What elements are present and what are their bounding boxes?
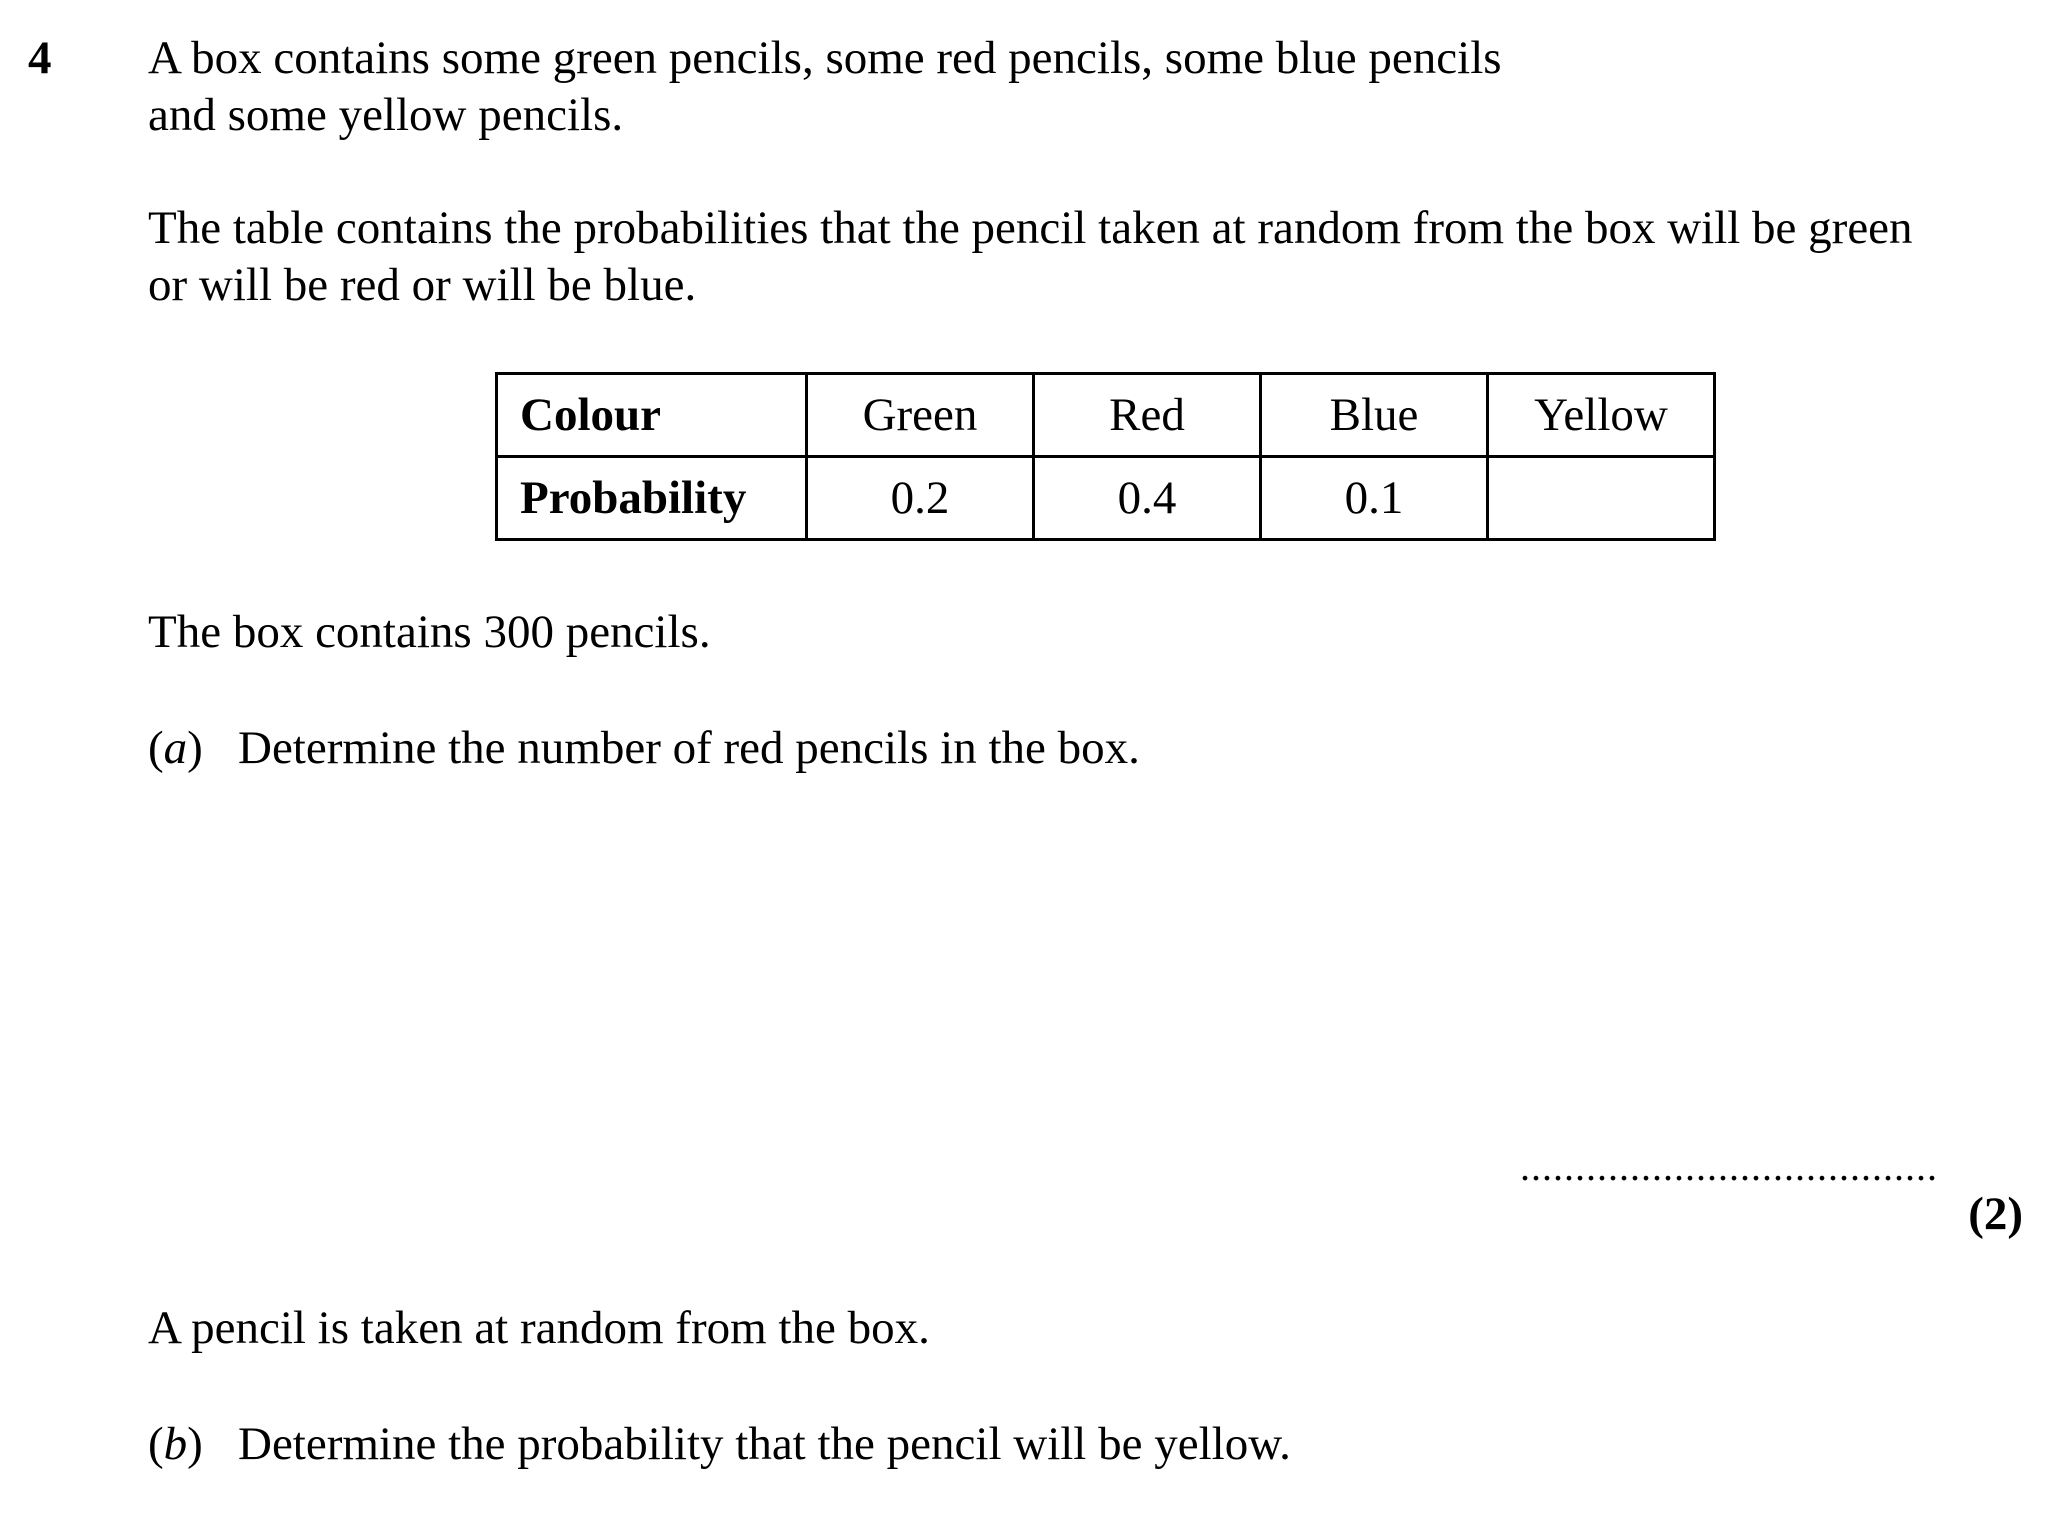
probability-header: Probability [497, 457, 807, 540]
colour-green: Green [807, 374, 1034, 457]
probability-green: 0.2 [807, 457, 1034, 540]
question-number: 4 [28, 32, 52, 84]
part-b-question: Determine the probability that the pencil will be yellow. [238, 1418, 1291, 1470]
part-a-label: (a) [148, 722, 203, 774]
pencil-taken-text: A pencil is taken at random from the box. [148, 1302, 930, 1354]
part-a-marks: (2) [1968, 1188, 2023, 1240]
probability-blue: 0.1 [1261, 457, 1488, 540]
table-row-colour [497, 374, 1715, 457]
colour-yellow: Yellow [1488, 374, 1715, 457]
colour-red: Red [1034, 374, 1261, 457]
table-intro-line-2: or will be red or will be blue. [148, 259, 697, 311]
intro-line-1: A box contains some green pencils, some red pencils, some blue pencils [148, 32, 1502, 84]
colour-header: Colour [497, 374, 807, 457]
table-intro-line-1: The table contains the probabilities that the pencil taken at random from the box will be green [148, 202, 1913, 254]
box-total-text: The box contains 300 pencils. [148, 606, 711, 658]
probability-red: 0.4 [1034, 457, 1261, 540]
part-b-label: (b) [148, 1418, 203, 1470]
colour-blue: Blue [1261, 374, 1488, 457]
intro-line-2: and some yellow pencils. [148, 89, 624, 141]
table-row-probability [497, 457, 1715, 540]
part-a-answer-line[interactable]: ...................................... [1520, 1144, 1938, 1189]
probability-yellow-blank [1488, 457, 1715, 540]
probability-table [495, 372, 1716, 541]
part-a-question: Determine the number of red pencils in the box. [238, 722, 1140, 774]
